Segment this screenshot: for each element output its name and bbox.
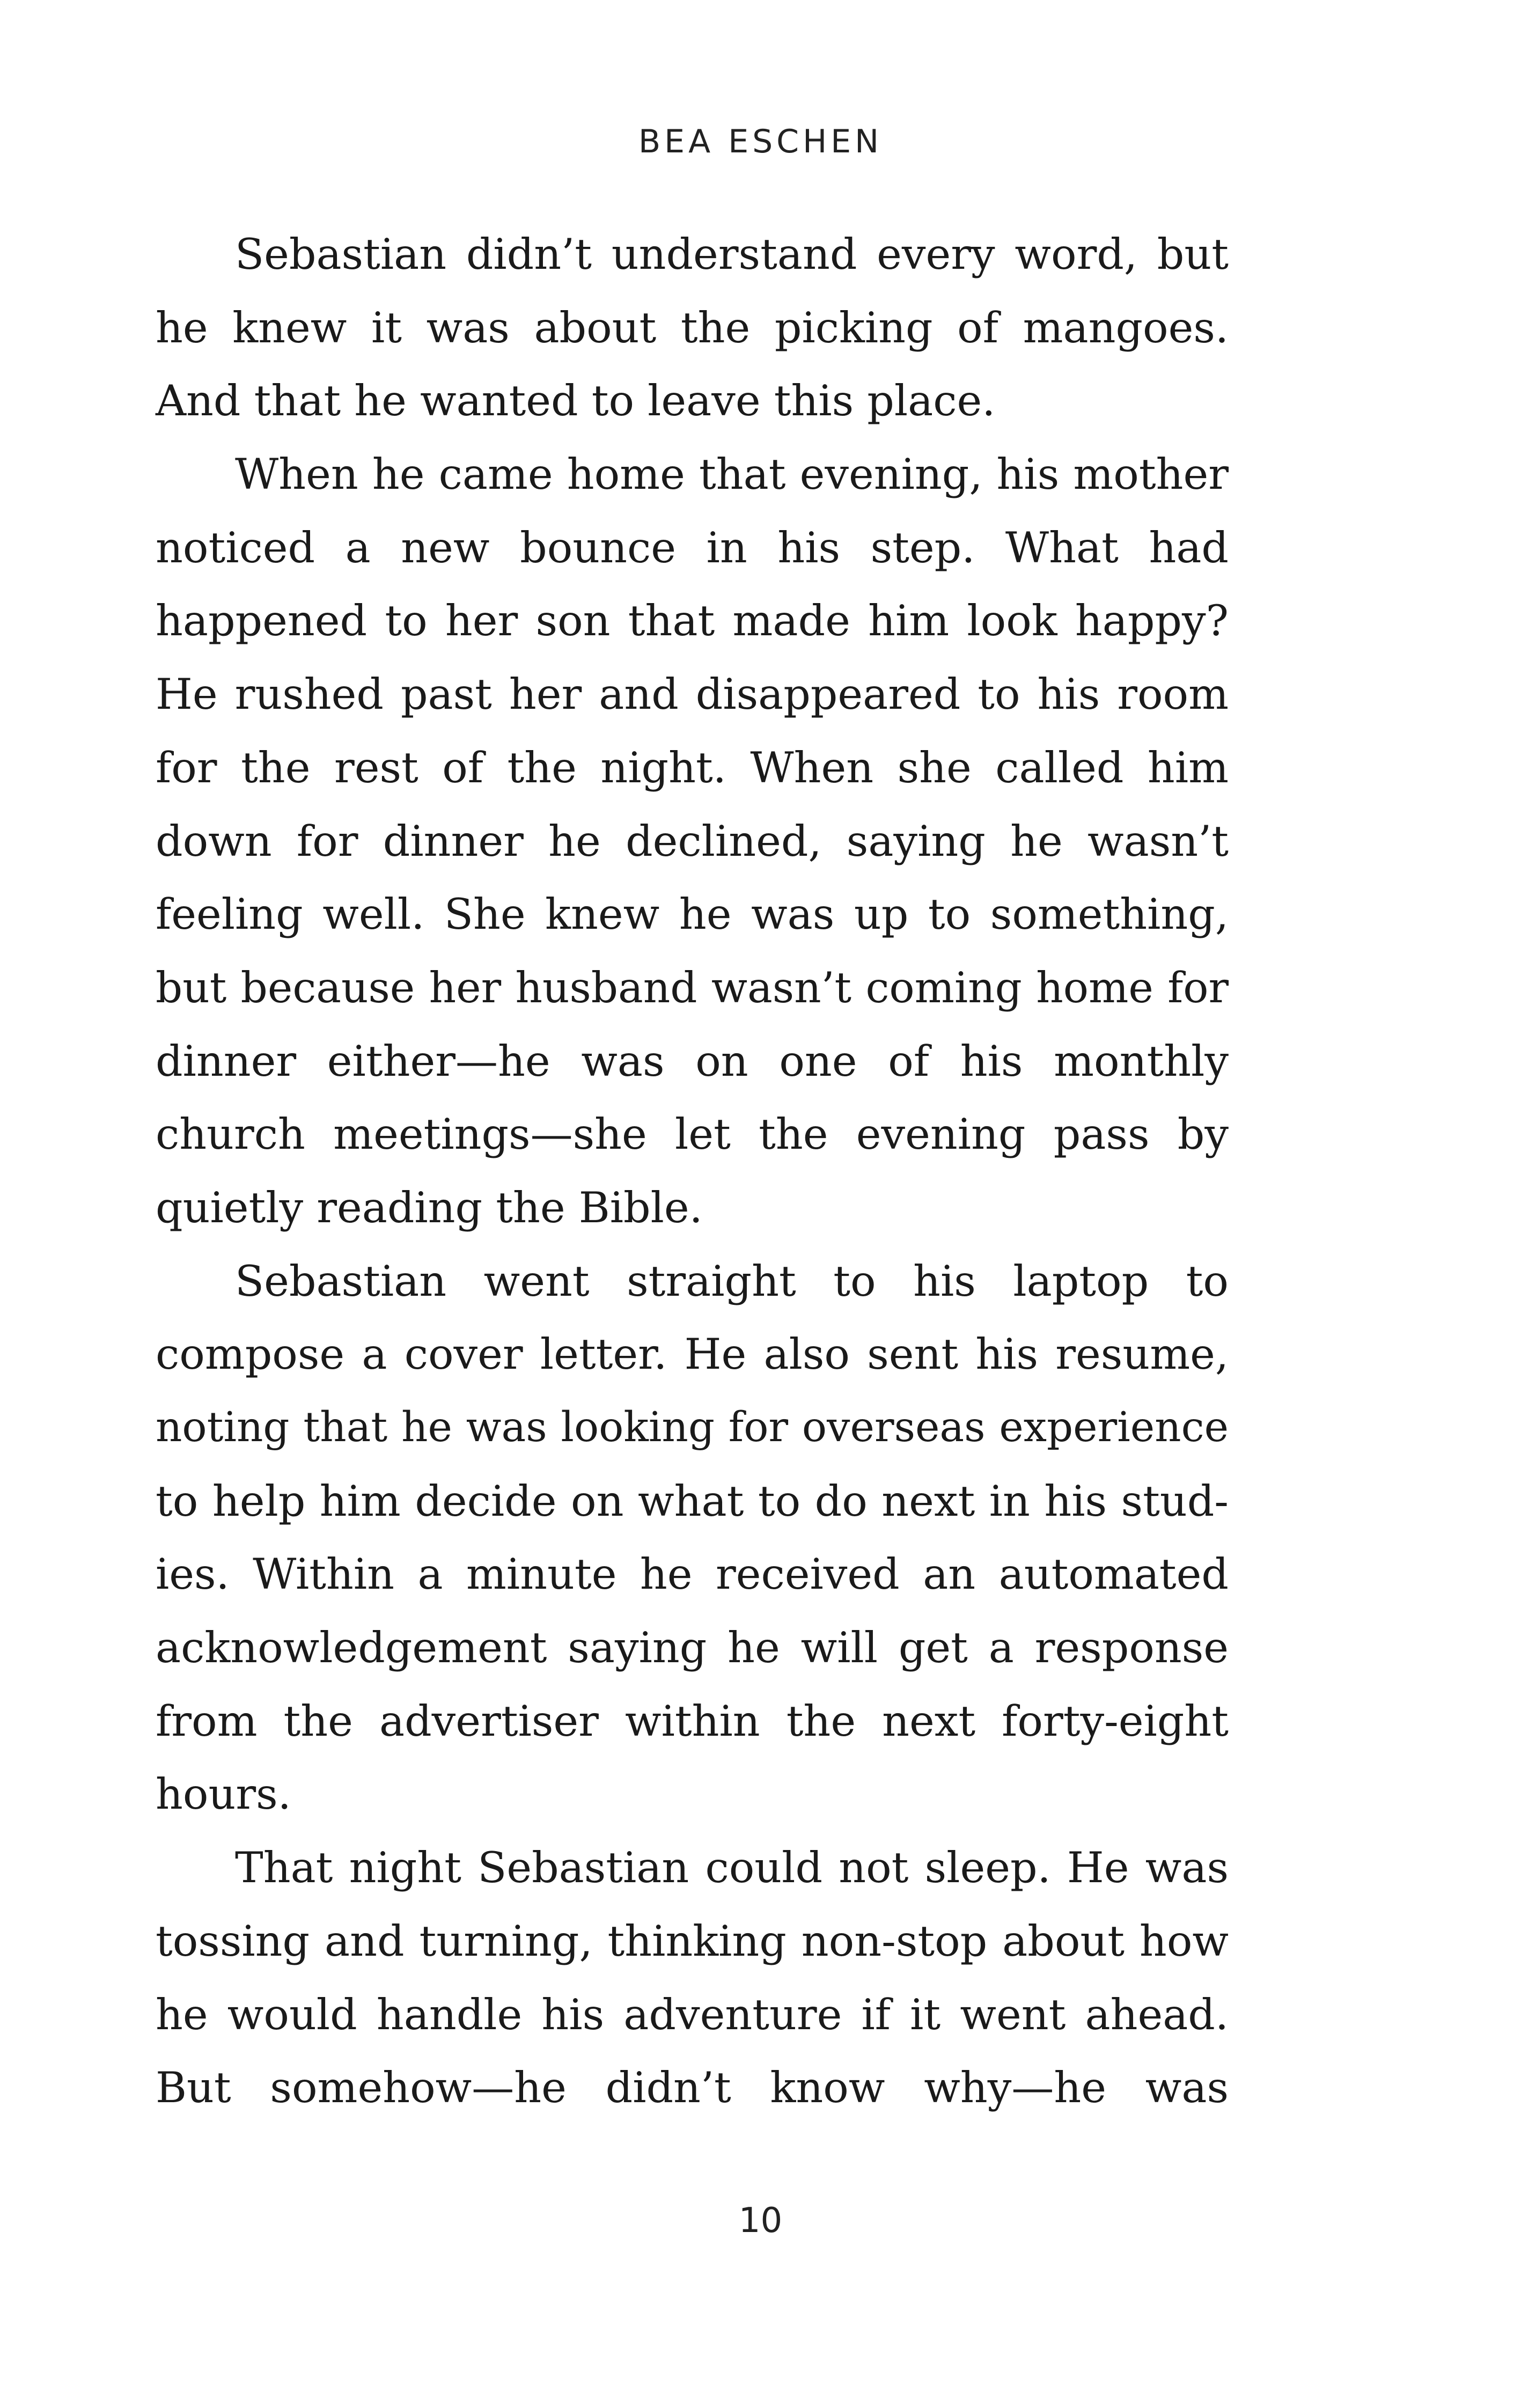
text-line: But somehow—he didn’t know why—he was xyxy=(156,2063,1229,2113)
text-line: down for dinner he declined, saying he wasn’t xyxy=(156,816,1229,866)
text-line: compose a cover letter. He also sent his resume, xyxy=(156,1330,1229,1379)
page-number: 10 xyxy=(738,2201,783,2241)
text-line: tossing and turning, thinking non-stop about how xyxy=(156,1916,1229,1966)
text-line: he would handle his adventure if it went ahead. xyxy=(156,1989,1229,2039)
text-line: hours. xyxy=(156,1770,291,1819)
text-line: dinner either—he was on one of his monthly xyxy=(156,1036,1229,1086)
text-line: That night Sebastian could not sleep. He was xyxy=(235,1843,1229,1893)
text-line: ies. Within a minute he received an automated xyxy=(156,1550,1229,1599)
text-line: happened to her son that made him look happy? xyxy=(156,596,1229,646)
text-line: quietly reading the Bible. xyxy=(156,1183,703,1232)
text-line: he knew it was about the picking of mangoes. xyxy=(156,303,1229,353)
text-line: And that he wanted to leave this place. xyxy=(156,376,996,426)
text-line: to help him decide on what to do next in his stud- xyxy=(156,1476,1229,1526)
body-text xyxy=(156,218,1229,2125)
text-line: for the rest of the night. When she called him xyxy=(156,743,1229,792)
text-line: church meetings—she let the evening pass by xyxy=(156,1110,1229,1159)
text-line: Sebastian went straight to his laptop to xyxy=(235,1256,1229,1306)
text-line: from the advertiser within the next forty-eight xyxy=(156,1696,1229,1746)
text-line: He rushed past her and disappeared to his room xyxy=(156,670,1229,720)
text-line: Sebastian didn’t understand every word, but xyxy=(235,230,1229,279)
text-line: feeling well. She knew he was up to something, xyxy=(156,890,1229,939)
running-header: BEA ESCHEN xyxy=(638,123,883,160)
text-line: When he came home that evening, his mother xyxy=(235,450,1229,500)
text-line: noting that he was looking for overseas experience xyxy=(156,1404,1229,1451)
text-line: but because her husband wasn’t coming home for xyxy=(156,963,1229,1012)
text-line: acknowledgement saying he will get a response xyxy=(156,1623,1229,1673)
text-line: noticed a new bounce in his step. What had xyxy=(156,523,1229,572)
